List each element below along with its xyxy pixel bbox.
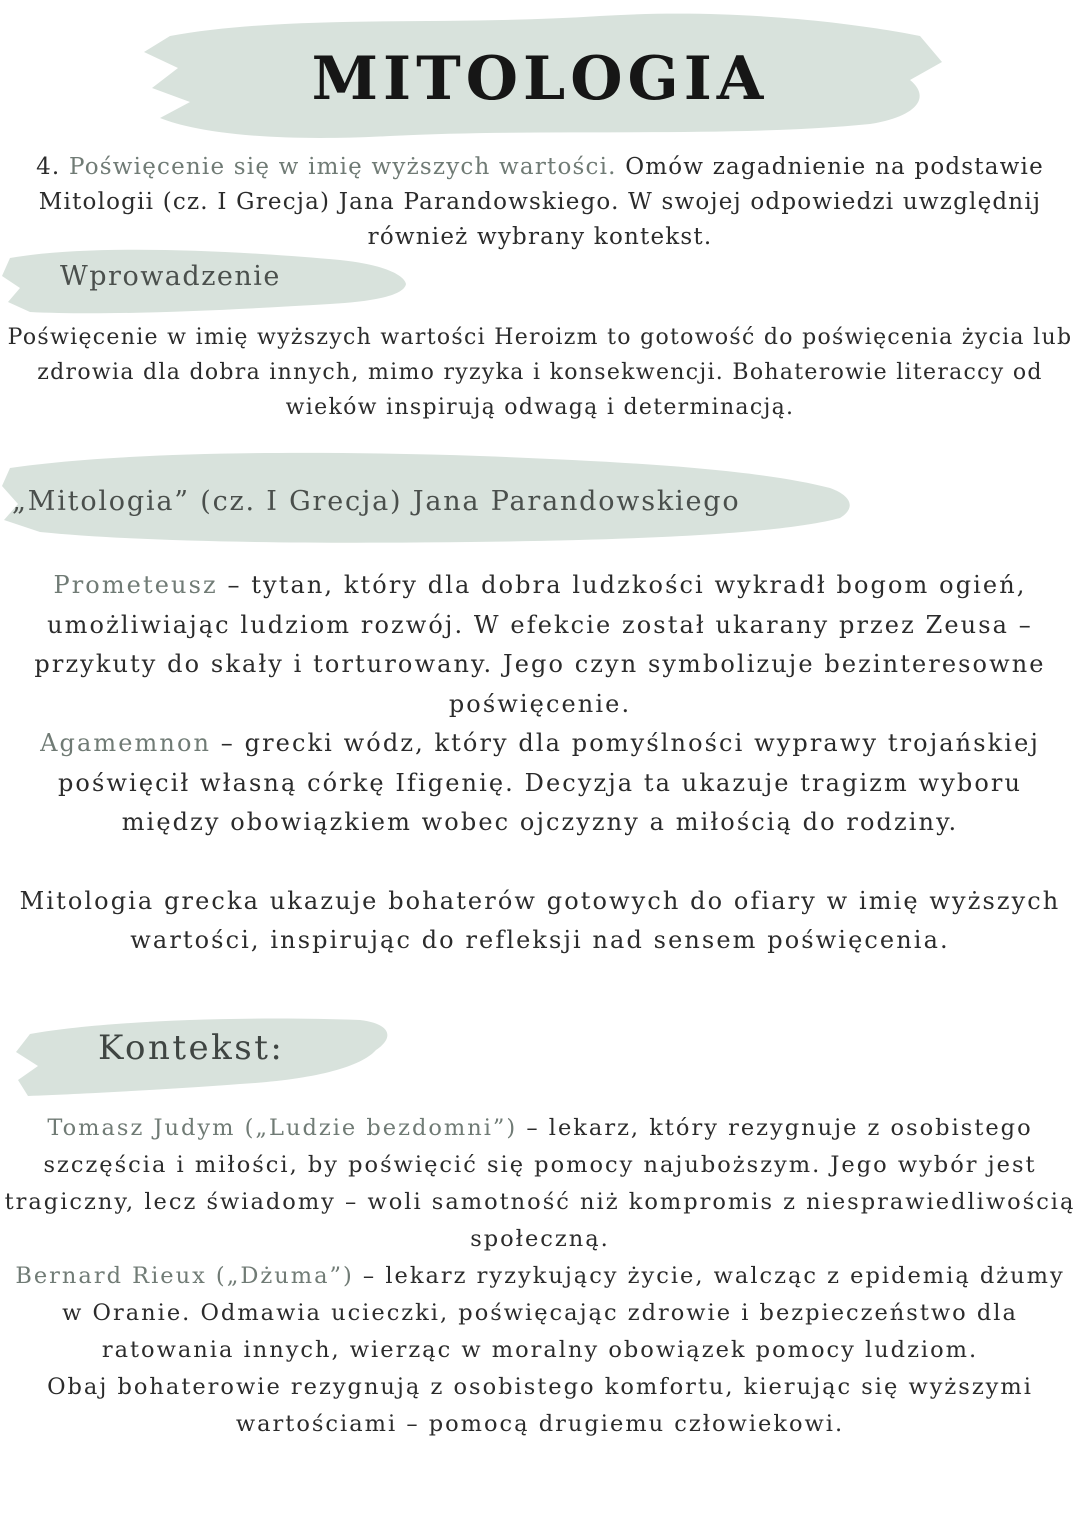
hero-name-prometeusz: Prometeusz xyxy=(53,571,218,599)
mythology-heading: „Mitologia” (cz. I Grecja) Jana Parandowskiego xyxy=(12,486,741,517)
hero-name-judym: Tomasz Judym („Ludzie bezdomni”) xyxy=(47,1115,518,1141)
paragraph-spacer xyxy=(4,843,1076,882)
hero-name-rieux: Bernard Rieux („Dżuma”) xyxy=(15,1263,354,1289)
context-heading: Kontekst: xyxy=(98,1028,285,1068)
intro-heading: Wprowadzenie xyxy=(60,261,281,292)
entry-prometeusz xyxy=(4,566,1076,724)
hero-desc-rieux: – lekarz ryzykujący życie, walcząc z epidemią dżumy w Oranie. Odmawia ucieczki, poświęcając zdrowie i bezpieczeństwo dla ratowania innych, wierząc w moralny obowiązek pomocy ludziom. xyxy=(62,1263,1065,1363)
hero-name-agamemnon: Agamemnon xyxy=(40,729,212,757)
intro-text: Poświęcenie w imię wyższych wartości Heroizm to gotowość do poświęcenia życia lub zdrowia dla dobra innych, mimo ryzyka i konsekwencji. Bohaterowie literaccy od wieków inspirują odwagą i determinacją. xyxy=(7,325,1073,420)
entry-judym xyxy=(4,1110,1076,1258)
entry-rieux xyxy=(4,1258,1076,1369)
mythology-summary: Mitologia grecka ukazuje bohaterów gotowych do ofiary w imię wyższych wartości, inspirując do refleksji nad sensem poświęcenia. xyxy=(19,886,1061,954)
context-summary: Obaj bohaterowie rezygnują z osobistego komfortu, kierując się wyższymi wartościami – pomocą drugiemu człowiekowi. xyxy=(47,1374,1033,1437)
task-question xyxy=(6,150,1074,255)
entry-agamemnon xyxy=(4,724,1076,843)
question-instructions: Omów zagadnienie na podstawie Mitologii (cz. I Grecja) Jana Parandowskiego. W swojej odpowiedzi uwzględnij również wybrany kontekst. xyxy=(38,154,1044,250)
question-number: 4. xyxy=(36,154,61,180)
hero-desc-judym: – lekarz, który rezygnuje z osobistego szczęścia i miłości, by poświęcić się pomocy najuboższym. Jego wybór jest tragiczny, lecz świadomy – woli samotność niż kompromis z niesprawiedliwością społeczną. xyxy=(4,1115,1076,1252)
page-title: MITOLOGIA xyxy=(311,44,769,114)
question-topic: Poświęcenie się w imię wyższych wartości. xyxy=(68,154,617,180)
mythology-section xyxy=(4,566,1076,961)
context-section xyxy=(4,1110,1076,1443)
hero-desc-prometeusz: – tytan, który dla dobra ludzkości wykradł bogom ogień, umożliwiając ludziom rozwój. W efekcie został ukarany przez Zeusa – przykuty do skały i torturowany. Jego czyn symbolizuje bezinteresowne poświęcenie. xyxy=(34,571,1046,718)
hero-desc-agamemnon: – grecki wódz, który dla pomyślności wyprawy trojańskiej poświęcił własną córkę Ifigenię. Decyzja ta ukazuje tragizm wyboru między obowiązkiem wobec ojczyzny a miłością do rodziny. xyxy=(57,729,1040,836)
